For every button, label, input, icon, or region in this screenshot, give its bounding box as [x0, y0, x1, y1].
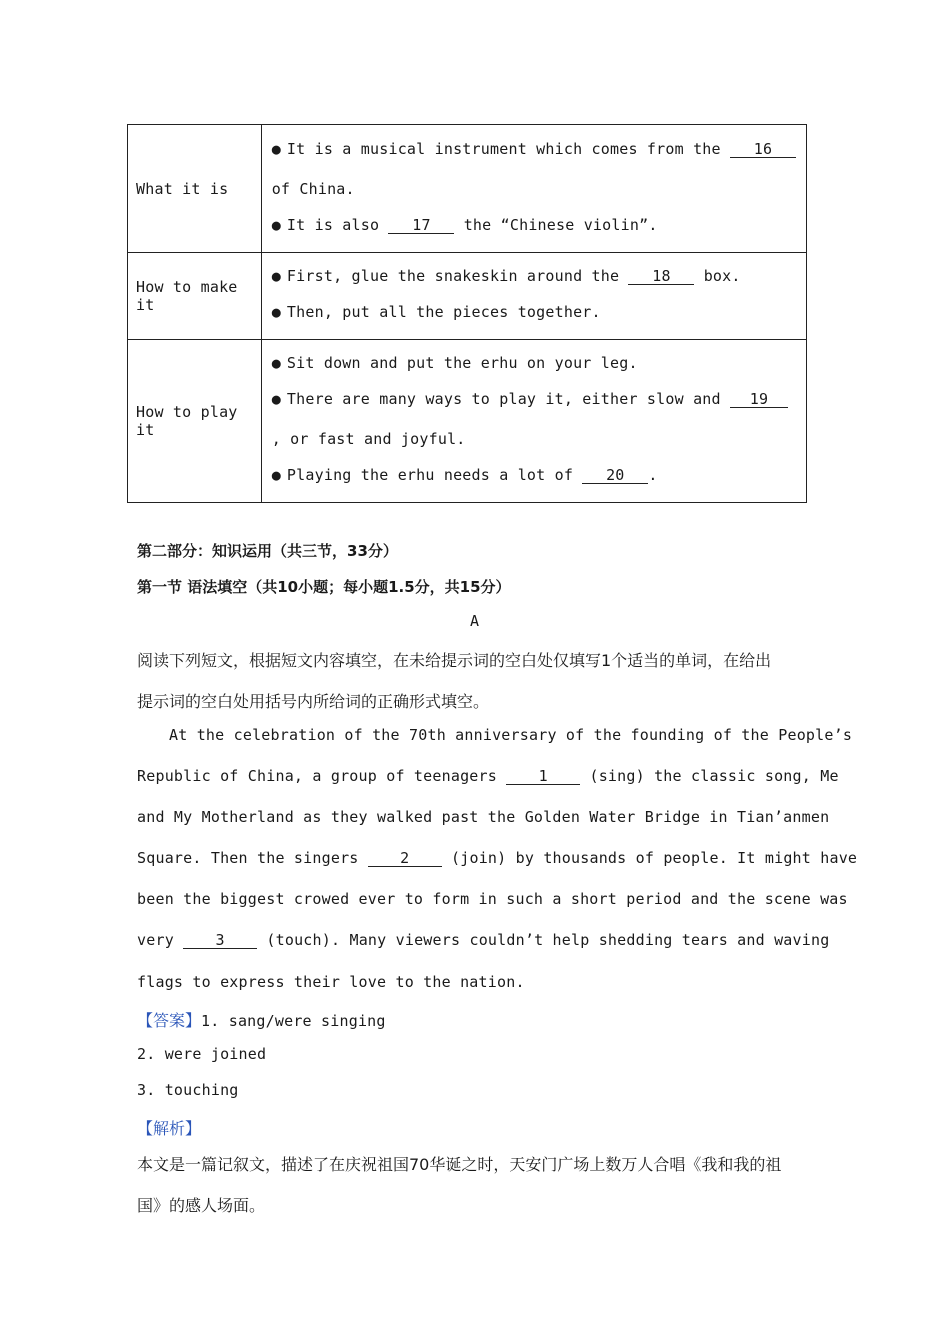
passage-line: and My Motherland as they walked past the Golden Water Bridge in Tian’anmen [137, 808, 830, 826]
blank-17[interactable]: 17 [388, 218, 454, 234]
answer-line [137, 1008, 386, 1031]
answer-2: 2. were joined [137, 1045, 267, 1063]
bullet-icon: ● [271, 267, 281, 285]
row-label: What it is [128, 125, 262, 253]
passage-line: very 3 (touch). Many viewers couldn’t help shedding tears and waving [137, 931, 830, 949]
passage-line: Republic of China, a group of teenagers 1 (sing) the classic song, Me [137, 767, 839, 785]
passage-line: Square. Then the singers 2 (join) by thousands of people. It might have [137, 849, 858, 867]
table-row [128, 340, 807, 503]
list-item: ● It is also 17 the “Chinese violin”. [271, 215, 658, 234]
table-row [128, 125, 807, 253]
passage-label: A [470, 612, 480, 630]
instructions-line: 阅读下列短文，根据短文内容填空，在未给提示词的空白处仅填写1个适当的单词，在给出 [137, 651, 772, 670]
list-item: ● First, glue the snakeskin around the 18 box. [271, 267, 741, 285]
analysis-line: 国》的感人场面。 [137, 1196, 266, 1215]
passage-line: been the biggest crowed ever to form in such a short period and the scene was [137, 890, 848, 908]
blank-16[interactable]: 16 [730, 142, 796, 158]
row-label: How to play it [128, 340, 262, 503]
list-item: ● Then, put all the pieces together. [271, 303, 601, 321]
list-item: ● Playing the erhu needs a lot of 20 . [271, 466, 658, 484]
blank-1[interactable]: 1 [506, 769, 580, 785]
bullet-icon: ● [271, 303, 281, 321]
analysis-line: 本文是一篇记叙文，描述了在庆祝祖国70华诞之时，天安门广场上数万人合唱《我和我的祖 [137, 1155, 782, 1174]
bullet-icon: ● [271, 354, 281, 372]
bullet-icon: ● [271, 215, 281, 234]
erhu-info-table [127, 124, 807, 503]
list-item: ● Sit down and put the erhu on your leg. [271, 354, 638, 372]
list-item: ● It is a musical instrument which comes from the 16 [272, 140, 796, 180]
blank-19[interactable]: 19 [730, 392, 788, 408]
bullet-icon: ● [271, 390, 281, 408]
analysis-label: 【解析】 [137, 1119, 202, 1138]
answer-3: 3. touching [137, 1081, 239, 1099]
blank-2[interactable]: 2 [368, 851, 442, 867]
bullet-icon: ● [271, 139, 281, 158]
list-item-continuation: of China. [271, 179, 355, 198]
passage-line: At the celebration of the 70th anniversary of the founding of the People’s [169, 726, 853, 744]
instructions-line: 提示词的空白处用括号内所给词的正确形式填空。 [137, 692, 490, 711]
list-item: ● There are many ways to play it, either slow and 19 [272, 390, 796, 430]
blank-20[interactable]: 20 [582, 468, 648, 484]
row-content [261, 340, 806, 503]
section-heading: 第一节 语法填空（共10小题；每小题1.5分，共15分） [137, 578, 511, 596]
answer-1: 1. sang/were singing [201, 1012, 386, 1030]
answer-label: 【答案】 [137, 1011, 202, 1030]
part-heading: 第二部分：知识运用（共三节，33分） [137, 542, 398, 560]
row-content [261, 125, 806, 253]
table-row [128, 253, 807, 340]
blank-3[interactable]: 3 [183, 933, 257, 949]
row-label: How to make it [128, 253, 262, 340]
bullet-icon: ● [271, 466, 281, 484]
row-content [261, 253, 806, 340]
blank-18[interactable]: 18 [628, 269, 694, 285]
passage-line: flags to express their love to the nation. [137, 973, 525, 991]
list-item-continuation: , or fast and joyful. [271, 430, 466, 448]
